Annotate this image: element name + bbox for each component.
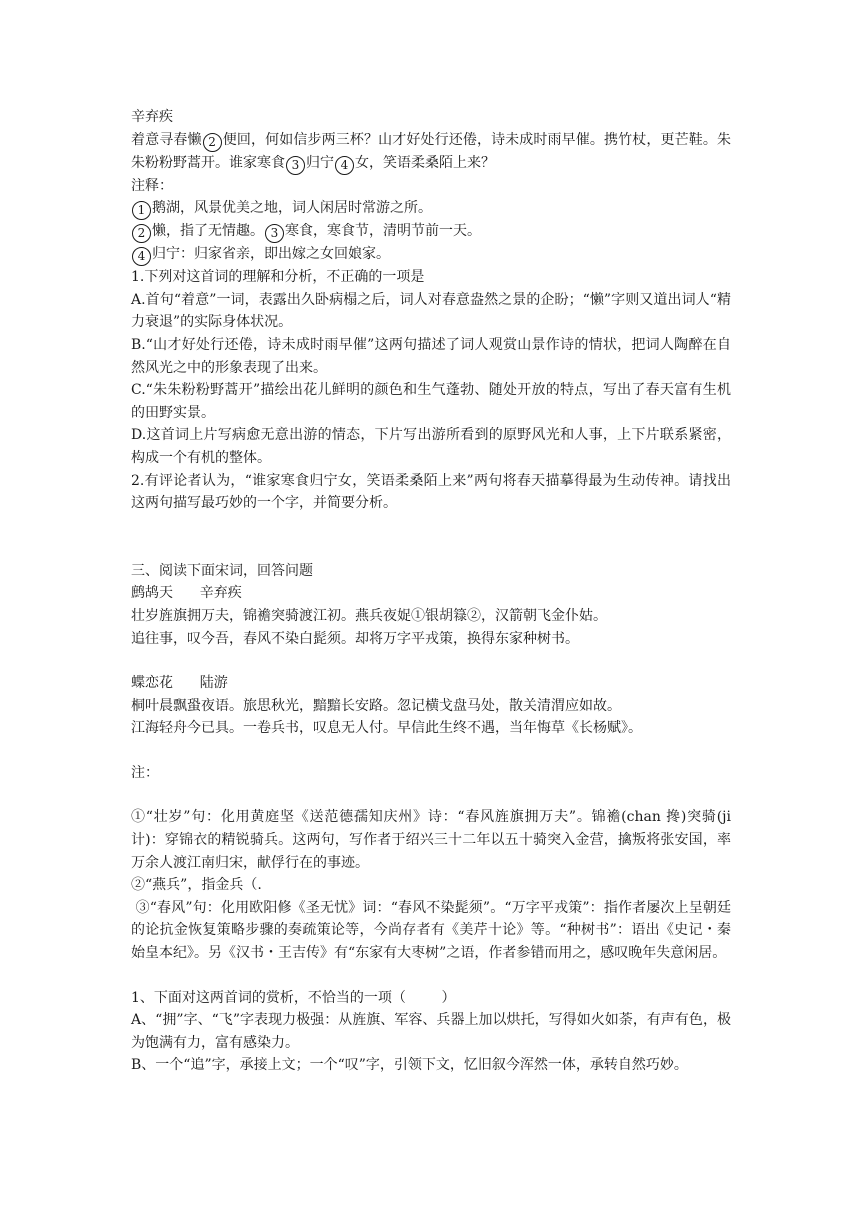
author-line: 辛弃疾 bbox=[131, 109, 173, 125]
option-c: C.“朱朱粉粉野蒿开”描绘出花儿鲜明的颜色和生气蓬勃、随处开放的特点，写出了春天富有生机的田野实景。 bbox=[131, 382, 731, 421]
note-2: ②“燕兵”，指金兵（. bbox=[131, 877, 262, 894]
note-1: 1 鹅湖，风景优美之地，词人闲居时常游之所。 bbox=[131, 197, 731, 220]
note-3: ③“春风”句：化用欧阳修《圣无忧》词：“春风不染髭须”。“万字平戎策”：指作者屡次上呈朝廷的论抗金恢复策略步骤的奏疏策论等，今尚存者有《美芹十论》等。“种树书”：语出《史记・秦始皇本纪》。另《汉书・王吉传》有“东家有大枣树”之语，作者参错而用之，感叹晚年失意闲居。 bbox=[131, 899, 731, 962]
question-1: 1.下列对这首词的理解和分析，不正确的一项是 bbox=[131, 269, 425, 286]
option-d: D.这首词上片写病愈无意出游的情态，下片写出游所看到的原野风光和人事，上下片联系紧密，构成一个有机的整体。 bbox=[131, 427, 731, 466]
poem-2-title: 蝶恋花 陆游 bbox=[131, 675, 228, 692]
question-1: 1、下面对这两首词的赏析，不恰当的一项（ ） bbox=[131, 989, 456, 1006]
note-1: ①“壮岁”句：化用黄庭坚《送范德孺知庆州》诗：“春风旌旗拥万夫”。锦襜(chan 搀)突骑(ji 计)：穿锦衣的精锐骑兵。这两句，写作者于绍兴三十二年以五十骑突入金营，擒叛将张安国，率万余人渡江南归宋，献俘行在的事迹。 bbox=[131, 809, 731, 871]
option-b: B.“山才好处行还倦，诗未成时雨早催”这两句描述了词人观赏山景作诗的情状，把词人陶醉在自然风光之中的形象表现了出来。 bbox=[131, 336, 731, 376]
circled-number-marker: 4 bbox=[132, 247, 151, 266]
section-spacer bbox=[131, 515, 731, 560]
poem-1-line-1: 壮岁旌旗拥万夫，锦襜突骑渡江初。燕兵夜娖①银胡簶②，汉箭朝飞金仆姑。 bbox=[131, 607, 607, 624]
circled-number-marker: 3 bbox=[265, 224, 284, 243]
spacer bbox=[131, 650, 731, 672]
option-a: A、“拥”字、“飞”字表现力极强：从旌旗、军容、兵器上加以烘托，写得如火如荼，有声有色，极为饱满有力，富有感染力。 bbox=[131, 1012, 731, 1051]
poem-1-title: 鹧鸪天 辛弃疾 bbox=[131, 585, 242, 602]
document-body bbox=[131, 106, 731, 1077]
circled-number-marker: 1 bbox=[132, 201, 151, 220]
spacer bbox=[131, 740, 731, 762]
poem-2-line-2: 江海轻舟今已具。一卷兵书，叹息无人付。早信此生终不遇，当年悔草《长杨赋》。 bbox=[131, 720, 642, 737]
section-heading: 三、阅读下面宋词，回答问题 bbox=[131, 562, 313, 579]
poem-text: 着意寻春懒 2 便回，何如信步两三杯？山才好处行还倦，诗未成时雨早催。携竹杖，更芒鞋。朱朱粉粉野蒿开。谁家寒食 3 归宁 4 女，笑语柔桑陌上来？ bbox=[131, 129, 731, 175]
option-a: A.首句“着意”一词，表露出久卧病榻之后，词人对春意盎然之景的企盼；“懒”字则又道出词人“精力衰退”的实际身体状况。 bbox=[131, 291, 731, 331]
circled-number-marker: 4 bbox=[335, 156, 354, 175]
note-2-3: 2 懒，指了无情趣。 3 寒食，寒食节，清明节前一天。 bbox=[131, 220, 731, 243]
notes-label: 注： bbox=[131, 764, 159, 781]
circled-number-marker: 2 bbox=[132, 224, 151, 243]
note-4: 4 归宁：归家省亲，即出嫁之女回娘家。 bbox=[131, 243, 731, 266]
spacer bbox=[131, 965, 731, 987]
circled-number-marker: 2 bbox=[203, 133, 222, 152]
poem-1-line-2: 追往事，叹今吾，春风不染白髭须。却将万字平戎策，换得东家种树书。 bbox=[131, 630, 579, 647]
question-2: 2.有评论者认为，“谁家寒食归宁女，笑语柔桑陌上来”两句将春天描摹得最为生动传神。请找出这两句描写最巧妙的一个字，并简要分析。 bbox=[131, 472, 731, 512]
option-b: B、一个“追”字，承接上文；一个“叹”字，引领下文，忆旧叙今浑然一体，承转自然巧妙。 bbox=[131, 1057, 688, 1074]
notes-label: 注释： bbox=[131, 177, 173, 194]
spacer bbox=[131, 784, 731, 806]
circled-number-marker: 3 bbox=[286, 156, 305, 175]
poem-2-line-1: 桐叶晨飘蛩夜语。旅思秋光，黯黯长安路。忽记横戈盘马处，散关清渭应如故。 bbox=[131, 697, 621, 714]
